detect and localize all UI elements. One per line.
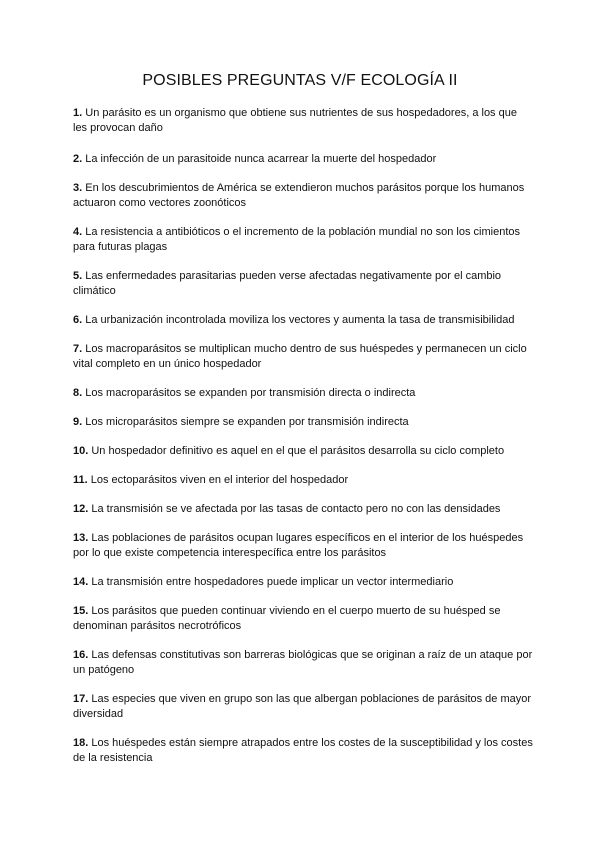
- question-text: Las poblaciones de parásitos ocupan lugares específicos en el interior de los huéspedes por lo que existe competencia interespecífica entre los parásitos: [73, 532, 524, 559]
- question-text: La transmisión se ve afectada por las tasas de contacto pero no con las densidades: [88, 503, 501, 515]
- question-text: Las enfermedades parasitarias pueden verse afectadas negativamente por el cambio climático: [73, 270, 502, 297]
- question-item: [73, 152, 533, 167]
- question-number: 18.: [73, 737, 89, 749]
- question-text: Los huéspedes están siempre atrapados entre los costes de la susceptibilidad y los costes de la resistencia: [73, 737, 533, 764]
- question-text: Un hospedador definitivo es aquel en el que el parásitos desarrolla su ciclo completo: [88, 445, 505, 457]
- question-item: [73, 648, 533, 678]
- question-number: 7.: [73, 343, 83, 355]
- question-number: 11.: [73, 474, 88, 486]
- question-number: 14.: [73, 576, 89, 588]
- question-text: Los macroparásitos se expanden por transmisión directa o indirecta: [82, 387, 416, 399]
- question-number: 2.: [73, 153, 83, 165]
- question-item: [73, 181, 533, 211]
- question-item: [73, 473, 533, 488]
- question-text: Un parásito es un organismo que obtiene sus nutrientes de sus hospedadores, a los que les provocan daño: [73, 107, 517, 134]
- question-item: [73, 386, 533, 401]
- question-number: 3.: [73, 182, 83, 194]
- question-text: Las especies que viven en grupo son las que albergan poblaciones de parásitos de mayor diversidad: [73, 693, 532, 720]
- question-text: Los macroparásitos se multiplican mucho dentro de sus huéspedes y permanecen un ciclo vital completo en un único hospedador: [73, 343, 527, 370]
- question-text: La infección de un parasitoide nunca acarrear la muerte del hospedador: [82, 153, 437, 165]
- question-item: [73, 225, 533, 255]
- question-text: Los parásitos que pueden continuar viviendo en el cuerpo muerto de su huésped se denominan parásitos necrotróficos: [73, 605, 501, 632]
- question-item: [73, 444, 533, 459]
- question-number: 1.: [73, 107, 83, 119]
- question-number: 17.: [73, 693, 89, 705]
- question-number: 13.: [73, 532, 89, 544]
- question-text: La resistencia a antibióticos o el incremento de la población mundial no son los cimientos para futuras plagas: [73, 226, 520, 253]
- question-item: [73, 604, 533, 634]
- question-item: [73, 692, 533, 722]
- question-text: Los ectoparásitos viven en el interior del hospedador: [87, 474, 349, 486]
- question-text: La urbanización incontrolada moviliza los vectores y aumenta la tasa de transmisibilidad: [82, 314, 515, 326]
- question-number: 4.: [73, 226, 83, 238]
- question-item: [73, 106, 533, 136]
- question-item: [73, 502, 533, 517]
- question-text: Los microparásitos siempre se expanden por transmisión indirecta: [82, 416, 409, 428]
- page-title: POSIBLES PREGUNTAS V/F ECOLOGÍA II: [142, 72, 458, 89]
- question-item: [73, 736, 533, 766]
- question-item: [73, 342, 533, 372]
- question-item: [73, 531, 533, 561]
- question-number: 5.: [73, 270, 83, 282]
- question-number: 16.: [73, 649, 89, 661]
- question-item: [73, 313, 533, 328]
- question-text: En los descubrimientos de América se extendieron muchos parásitos porque los humanos actuaron como vectores zoonóticos: [73, 182, 525, 209]
- question-text: La transmisión entre hospedadores puede implicar un vector intermediario: [88, 576, 454, 588]
- question-number: 9.: [73, 416, 83, 428]
- question-item: [73, 575, 533, 590]
- question-number: 10.: [73, 445, 89, 457]
- question-item: [73, 269, 533, 299]
- question-number: 15.: [73, 605, 89, 617]
- question-number: 12.: [73, 503, 89, 515]
- question-item: [73, 415, 533, 430]
- question-number: 6.: [73, 314, 83, 326]
- question-number: 8.: [73, 387, 83, 399]
- question-text: Las defensas constitutivas son barreras biológicas que se originan a raíz de un ataque por un patógeno: [73, 649, 533, 676]
